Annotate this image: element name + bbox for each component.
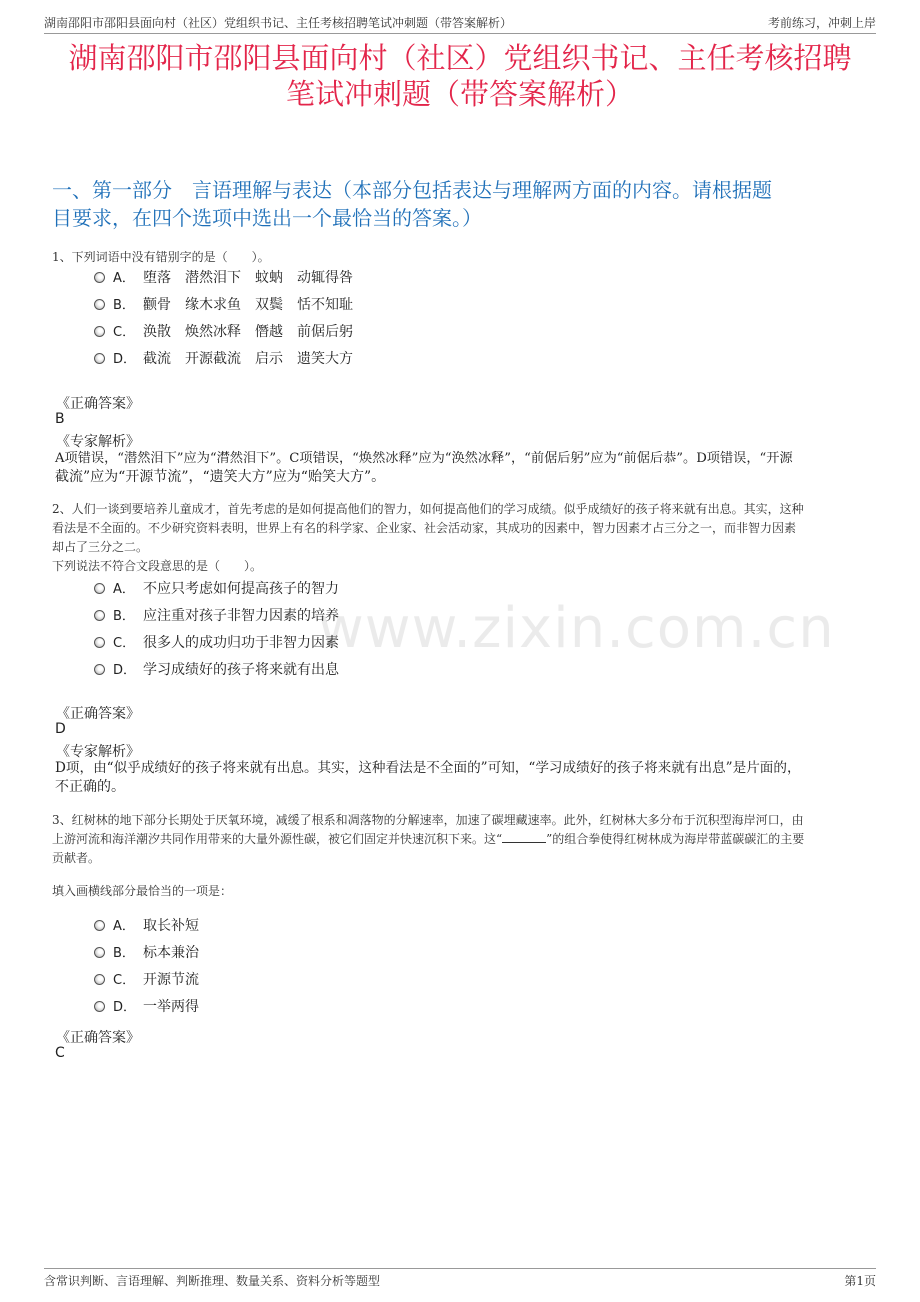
question-2-explain-label: 《专家解析》 xyxy=(56,744,140,760)
explanation-line: A项错误，“潜然泪下”应为“潸然泪下”。C项错误，“焕然冰释”应为“涣然冰释”，“前倨后躬”应为“前倨后恭”。D项错误，“开源 xyxy=(55,451,793,466)
explanation-line: 截流”应为“开源节流”，“遗笑大方”应为“贻笑大方”。 xyxy=(55,469,386,485)
title-line-2: 笔试冲刺题（带答案解析） xyxy=(285,77,634,111)
question-1-stem: 1、下列词语中没有错别字的是（ ）。 xyxy=(52,250,270,264)
radio-icon[interactable] xyxy=(94,664,105,675)
stem-line: 2、人们一谈到要培养儿童成才，首先考虑的是如何提高他们的智力，如何提高他们的学习成绩。似乎成绩好的孩子将来就有出息。其实，这种 xyxy=(52,502,804,516)
radio-icon[interactable] xyxy=(94,353,105,364)
option-letter: A． xyxy=(113,919,135,934)
page-number: 第1页 xyxy=(844,1274,876,1288)
stem-line: 却占了三分之二。 xyxy=(52,540,149,554)
option-text: 取长补短 xyxy=(143,918,199,934)
option-text: 很多人的成功归功于非智力因素 xyxy=(143,635,339,651)
header-divider xyxy=(44,33,876,34)
question-1-option-a[interactable] xyxy=(94,267,353,289)
question-3-answer: C xyxy=(55,1045,65,1061)
question-2-option-c[interactable] xyxy=(94,632,339,654)
question-2-answer-label: 《正确答案》 xyxy=(56,706,140,722)
radio-icon[interactable] xyxy=(94,299,105,310)
stem-line: 3、红树林的地下部分长期处于厌氧环境，减缓了根系和凋落物的分解速率，加速了碳埋藏速率。此外，红树林大多分布于沉积型海岸河口，由 xyxy=(52,813,804,827)
radio-icon[interactable] xyxy=(94,583,105,594)
question-3-answer-label: 《正确答案》 xyxy=(56,1030,140,1046)
option-text: 学习成绩好的孩子将来就有出息 xyxy=(143,662,339,678)
radio-icon[interactable] xyxy=(94,610,105,621)
question-1-explanation xyxy=(55,449,868,487)
document-title xyxy=(40,40,880,112)
option-letter: B． xyxy=(113,946,135,961)
stem-text: ”的组合拳使得红树林成为海岸带蓝碳碳汇的主要 xyxy=(546,832,805,846)
option-letter: A． xyxy=(113,271,135,286)
page-header-slogan: 考前练习，冲刺上岸 xyxy=(767,16,876,30)
stem-line: 看法是不全面的。不少研究资料表明，世界上有名的科学家、企业家、社会活动家，其成功的因素中，智力因素才占三分之一，而非智力因素 xyxy=(52,521,797,535)
radio-icon[interactable] xyxy=(94,1001,105,1012)
question-1-option-d[interactable] xyxy=(94,348,353,370)
option-letter: C． xyxy=(113,636,136,651)
question-1-option-c[interactable] xyxy=(94,321,353,343)
option-text: 颧骨 缘木求鱼 双鬓 恬不知耻 xyxy=(143,297,353,313)
title-line-1: 湖南邵阳市邵阳县面向村（社区）党组织书记、主任考核招聘 xyxy=(68,41,852,75)
option-text: 堕落 潜然泪下 蚊蚋 动辄得咎 xyxy=(143,270,353,286)
section-heading-line-2: 目要求，在四个选项中选出一个最恰当的答案。） xyxy=(52,206,482,230)
radio-icon[interactable] xyxy=(94,272,105,283)
stem-line xyxy=(52,830,868,849)
option-letter: D． xyxy=(113,352,137,367)
option-letter: B． xyxy=(113,609,135,624)
section-heading-line-1: 一、第一部分 言语理解与表达（本部分包括表达与理解两方面的内容。请根据题 xyxy=(52,178,772,202)
footer-divider xyxy=(44,1268,876,1269)
option-text: 不应只考虑如何提高孩子的智力 xyxy=(143,581,339,597)
option-text: 标本兼治 xyxy=(143,945,199,961)
option-text: 应注重对孩子非智力因素的培养 xyxy=(143,608,339,624)
option-letter: B． xyxy=(113,298,135,313)
question-2-option-d[interactable] xyxy=(94,659,339,681)
option-text: 涣散 焕然冰释 僭越 前倨后躬 xyxy=(143,324,353,340)
section-heading xyxy=(52,176,868,232)
radio-icon[interactable] xyxy=(94,974,105,985)
question-3-option-d[interactable] xyxy=(94,996,199,1018)
option-text: 开源节流 xyxy=(143,972,199,988)
stem-line: 下列说法不符合文段意思的是（ ）。 xyxy=(52,559,263,573)
question-2-option-b[interactable] xyxy=(94,605,339,627)
question-3-option-b[interactable] xyxy=(94,942,199,964)
question-3-option-a[interactable] xyxy=(94,915,199,937)
question-1-option-b[interactable] xyxy=(94,294,353,316)
option-letter: C． xyxy=(113,325,136,340)
page-header-title: 湖南邵阳市邵阳县面向村（社区）党组织书记、主任考核招聘笔试冲刺题（带答案解析） xyxy=(44,16,513,30)
option-text: 截流 开源截流 启示 遗笑大方 xyxy=(143,351,353,367)
stem-line: 贡献者。 xyxy=(52,851,101,865)
watermark: www.zixin.com.cn xyxy=(318,596,835,661)
question-1-explain-label: 《专家解析》 xyxy=(56,434,140,450)
question-2-stem xyxy=(52,500,868,576)
radio-icon[interactable] xyxy=(94,920,105,931)
option-text: 一举两得 xyxy=(143,999,199,1015)
question-3-option-c[interactable] xyxy=(94,969,199,991)
radio-icon[interactable] xyxy=(94,326,105,337)
question-2-explanation xyxy=(55,759,868,797)
question-1-answer: B xyxy=(55,411,65,427)
option-letter: D． xyxy=(113,663,137,678)
question-2-option-a[interactable] xyxy=(94,578,339,600)
option-letter: D． xyxy=(113,1000,137,1015)
option-letter: C． xyxy=(113,973,136,988)
option-letter: A． xyxy=(113,582,135,597)
explanation-line: 不正确的。 xyxy=(55,779,125,795)
fill-in-blank xyxy=(502,832,546,843)
explanation-line: D项，由“似乎成绩好的孩子将来就有出息。其实，这种看法是不全面的”可知，“学习成绩好的孩子将来就有出息”是片面的， xyxy=(55,760,801,776)
question-1-answer-label: 《正确答案》 xyxy=(56,396,140,412)
radio-icon[interactable] xyxy=(94,637,105,648)
question-3-instruction: 填入画横线部分最恰当的一项是： xyxy=(52,884,233,898)
footer-description: 含常识判断、言语理解、判断推理、数量关系、资料分析等题型 xyxy=(44,1274,381,1288)
question-2-answer: D xyxy=(55,721,66,737)
stem-text: 上游河流和海洋潮汐共同作用带来的大量外源性碳，被它们固定并快速沉积下来。这“ xyxy=(52,832,503,846)
question-3-stem xyxy=(52,811,868,868)
radio-icon[interactable] xyxy=(94,947,105,958)
